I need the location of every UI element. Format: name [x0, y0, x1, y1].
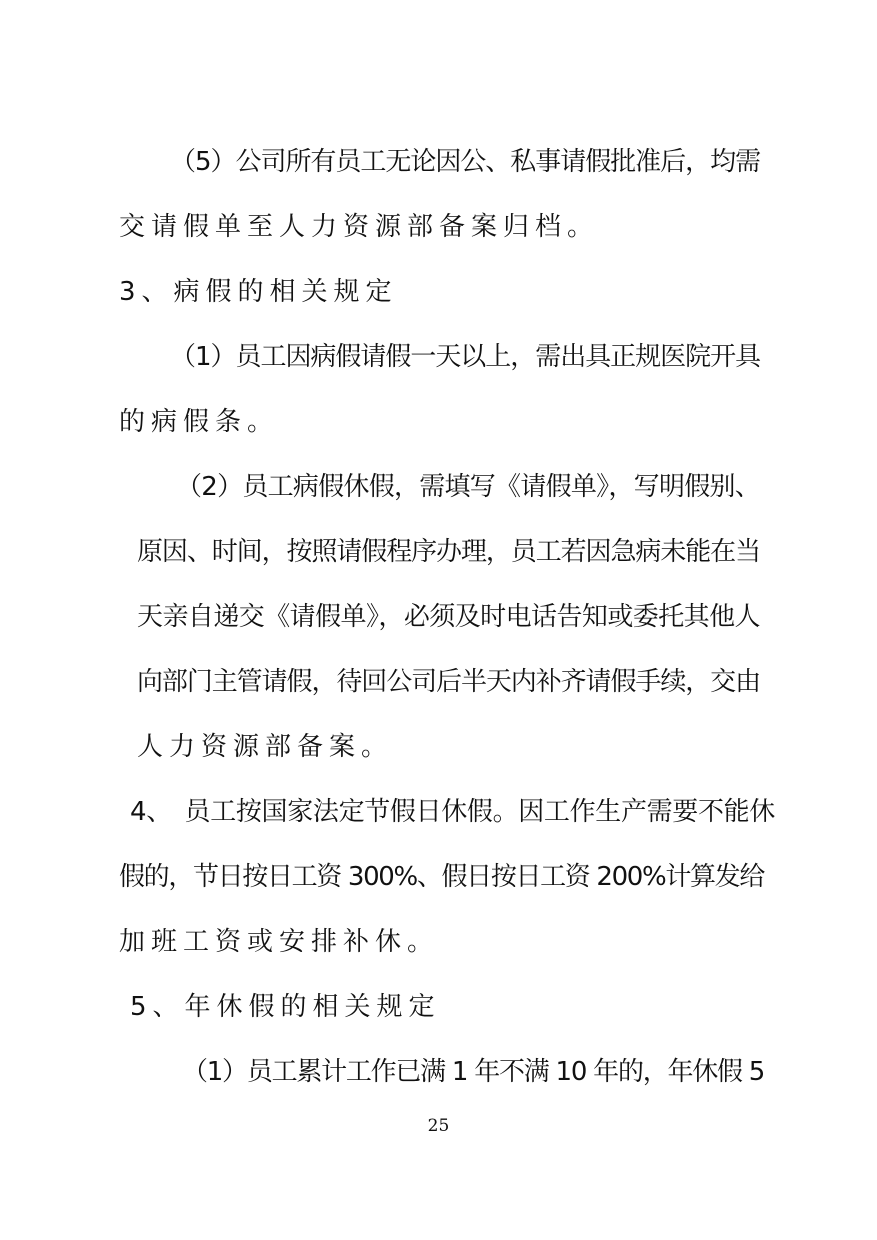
paragraph-line: （1）员工累计工作已满 1 年不满 10 年的，年休假 5 [182, 1057, 765, 1087]
paragraph-line: 原因、时间，按照请假程序办理，员工若因急病未能在当 [137, 537, 761, 567]
section-heading: 3、病假的相关规定 [119, 277, 398, 307]
paragraph-line: 加班工资或安排补休。 [119, 927, 440, 957]
section-heading: 4、 员工按国家法定节假日休假。因工作生产需要不能休 [130, 797, 775, 827]
page-number: 25 [427, 1116, 450, 1136]
paragraph-line: 向部门主管请假，待回公司后半天内补齐请假手续，交由 [137, 667, 761, 697]
paragraph-line: 天亲自递交《请假单》，必须及时电话告知或委托其他人 [137, 602, 761, 632]
paragraph-line: （5）公司所有员工无论因公、私事请假批准后，均需 [170, 147, 761, 177]
paragraph-line: 的病假条。 [119, 407, 280, 437]
paragraph-line: （1）员工因病假请假一天以上，需出具正规医院开具 [170, 342, 761, 372]
paragraph-line: 假的，节日按日工资 300%、假日按日工资 200%计算发给 [119, 862, 764, 892]
paragraph-line: 人力资源部备案。 [137, 732, 394, 762]
paragraph-line: （2）员工病假休假，需填写《请假单》，写明假别、 [176, 472, 761, 502]
paragraph-line: 交请假单至人力资源部备案归档。 [119, 212, 600, 242]
section-heading: 5、年休假的相关规定 [130, 992, 441, 1022]
